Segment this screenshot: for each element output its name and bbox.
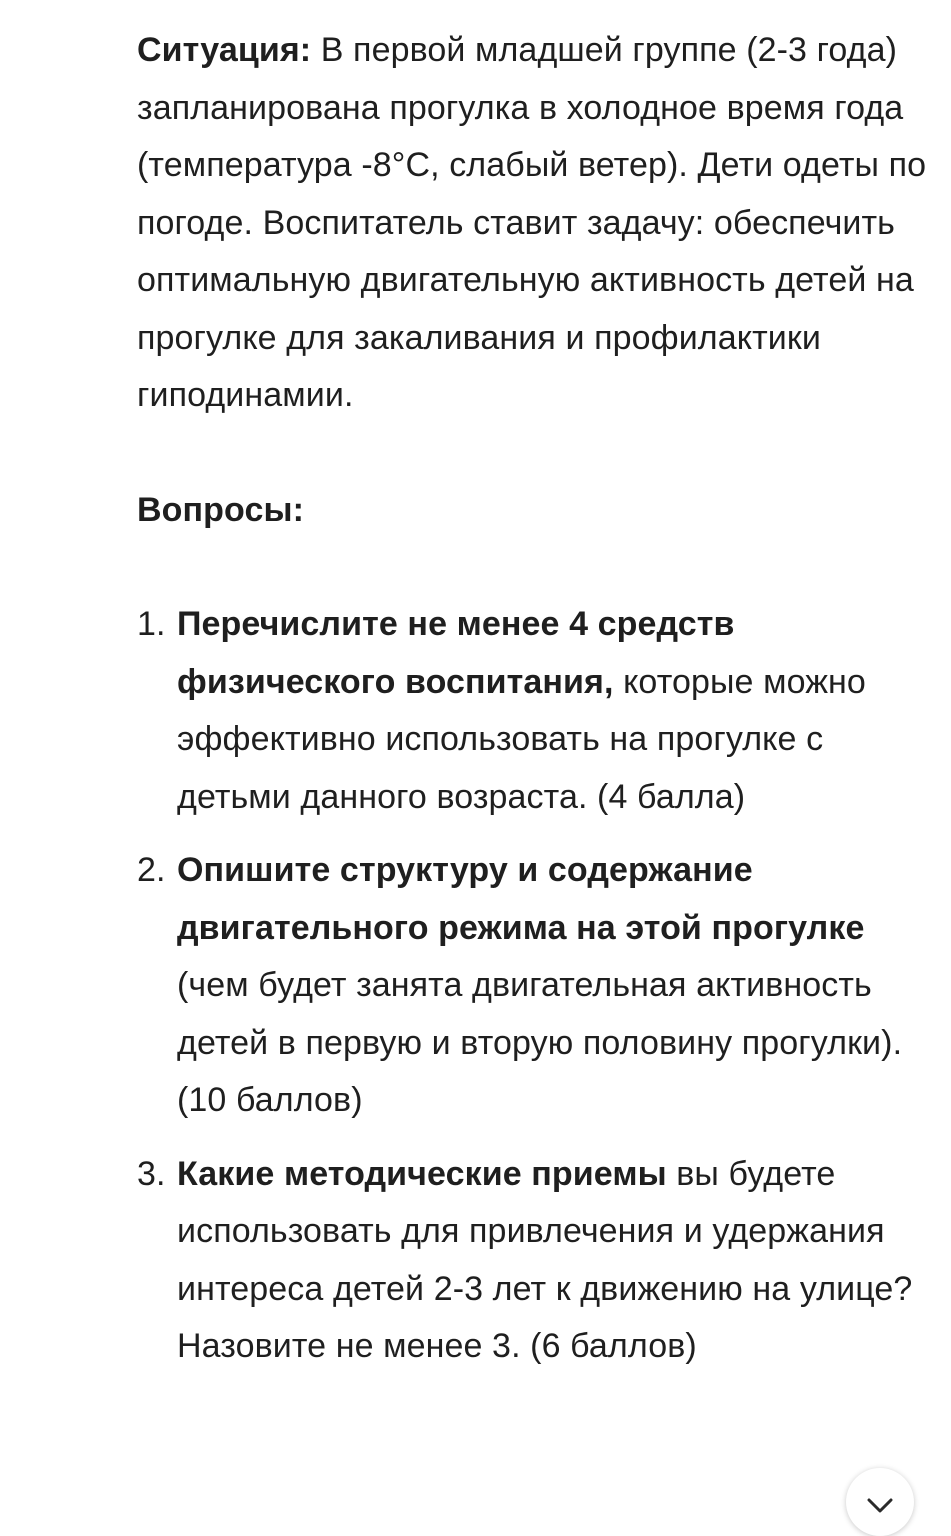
question-item-1 [137, 596, 927, 826]
question-bold-text: Опишите структуру и содержание двигательного режима на этой прогулке [177, 851, 865, 947]
question-number: 1. [137, 605, 166, 643]
questions-heading: Вопросы: [137, 490, 305, 529]
question-bold-text: Какие методические приемы [177, 1154, 667, 1193]
question-number: 2. [137, 851, 166, 889]
message-content [137, 22, 927, 1392]
question-bold-text: Перечислите не менее 4 средств физического воспитания, [177, 605, 735, 701]
question-item-3 [137, 1146, 927, 1376]
questions-list [137, 596, 927, 1376]
question-text: (чем будет занята двигательная активность детей в первую и вторую половину прогулки). (10 баллов) [177, 966, 903, 1119]
question-text: которые можно эффективно использовать на прогулке с детьми данного возраста. (4 балла) [177, 662, 866, 816]
question-text: вы будете использовать для привлечения и удержания интереса детей 2-3 лет к движению на улице? Назовите не менее 3. (6 баллов) [177, 1154, 913, 1365]
situation-label: Ситуация: [137, 31, 312, 69]
situation-text: В первой младшей группе (2-3 года) запланирована прогулка в холодное время года (температура -8°C, слабый ветер). Дети одеты по погоде. Воспитатель ставит задачу: обеспечить оптимальную двигательную активность детей на прогулке для закаливания и профилактики гиподинамии. [137, 31, 927, 414]
scroll-down-button[interactable] [846, 1468, 914, 1536]
question-item-2 [137, 842, 927, 1130]
situation-paragraph [137, 22, 927, 425]
chevron-down-icon [865, 1497, 895, 1515]
question-number: 3. [137, 1154, 166, 1193]
